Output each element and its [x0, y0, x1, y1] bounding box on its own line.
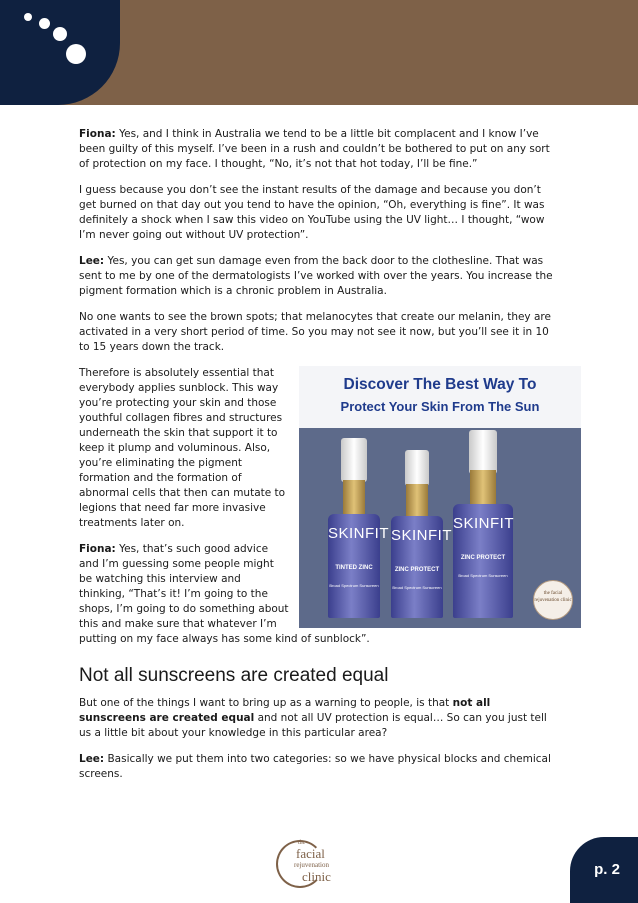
page-number: p. 2 — [570, 837, 638, 903]
pump-icon — [405, 450, 429, 486]
article-body — [79, 127, 572, 793]
footer-clinic-logo — [276, 834, 362, 884]
section-heading: Not all sunscreens are created equal — [79, 665, 389, 686]
paragraph — [79, 254, 559, 299]
paragraph-text: Yes, that’s such good advice and I’m guessing some people might be watching this interview and thinking, “That’s it! I’m going to the shops, I’m going to do something about this and make sure that whatever I’m putting on my face always has some kind of sunblock”. — [79, 543, 370, 645]
image-headline-1: Discover The Best Way To — [343, 376, 537, 393]
clinic-seal-logo: the facial rejuvenation clinic — [533, 580, 573, 620]
paragraph-text: Yes, and I think in Australia we tend to be a little bit complacent and I know I’ve been guilty of this myself. I’ve been in a rush and couldn’t be bothered to put on any sort of protection on my face. I thought, “No, it’s not that hot today, I’ll be fine.” — [79, 128, 550, 170]
paragraph-text: Basically we put them into two categories: so we have physical blocks and chemical screens. — [79, 753, 551, 780]
paragraph: No one wants to see the brown spots; that melanocytes that create our melanin, they are activated in a very short period of time. So you may not see it now, but you’ll see it in 10 to 15 years down the track. — [79, 311, 551, 353]
bottle-collar — [470, 470, 496, 506]
paragraph-text: Yes, you can get sun damage even from the back door to the clothesline. That was sent to me by one of the dermatologists I’ve worked with over the years. You increase the pigment formation which is a chronic problem in Australia. — [79, 255, 553, 297]
bottle-label — [391, 527, 453, 595]
logo-dot-icon — [66, 44, 86, 64]
bottle-brand: SKINFIT — [453, 515, 515, 532]
pump-icon — [469, 430, 497, 474]
speaker-name: Fiona: — [79, 543, 116, 555]
logo-word-rejuvenation: rejuvenation — [294, 861, 329, 869]
logo-word-clinic: clinic — [302, 869, 331, 884]
paragraph-text: and not all UV protection is equal… So can you just tell us a little bit about your knowledge in this particular area? — [79, 712, 547, 739]
speaker-name: Fiona: — [79, 128, 116, 140]
bottle-product-name: ZINC PROTECT — [460, 555, 506, 561]
pump-icon — [341, 438, 367, 482]
logo-word-the: the — [298, 840, 306, 846]
paragraph: I guess because you don’t see the instant results of the damage and because you don’t get burned on that day out you tend to have the opinion, “Oh, everything is fine”. It was definitely a shock when I saw this video on YouTube using the UV light… I thought, “wow I’m never going out without UV protection”. — [79, 184, 545, 241]
bottle-sublabel: Broad Spectrum Sunscreen — [458, 573, 508, 578]
logo-dot-icon — [24, 13, 32, 21]
bottle-sublabel: Broad Spectrum Sunscreen — [329, 583, 379, 588]
bottle-brand: SKINFIT — [391, 527, 453, 544]
paragraph — [79, 752, 559, 782]
paragraph — [79, 127, 559, 172]
image-headline-band — [299, 366, 581, 428]
bottle-collar — [406, 484, 428, 520]
bottle-product-name: ZINC PROTECT — [394, 567, 440, 573]
paragraph-text: But one of the things I want to bring up as a warning to people, is that — [79, 697, 453, 709]
sunscreen-product-image — [299, 366, 581, 628]
bottle-tinted-zinc — [328, 514, 390, 618]
logo-word-facial: facial — [296, 846, 325, 861]
bottle-collar — [343, 480, 365, 516]
paragraph — [79, 696, 559, 741]
bottle-label — [453, 516, 513, 583]
speaker-name: Lee: — [79, 753, 105, 765]
speaker-name: Lee: — [79, 255, 105, 267]
image-headline-2: Protect Your Skin From The Sun — [340, 399, 540, 414]
paragraph: Therefore is absolutely essential that everybody applies sunblock. This way you’re protecting your skin and those youthful collagen fibres and structures underneath the skin that support it to keep it plump and voluminous. Also, you’re eliminating the pigment formation and the formation of abnormal cells that then can mutate to legions that need far more invasive treatments later on. — [79, 367, 286, 529]
logo-dot-icon — [39, 18, 50, 29]
bottle-label — [328, 525, 390, 593]
bottle-product-name: TINTED ZINC — [335, 565, 373, 571]
emphasis-text: not all sunscreens are created equal — [79, 697, 491, 724]
bottle-brand: SKINFIT — [328, 525, 390, 542]
bottle-zinc-protect-small — [391, 516, 453, 618]
logo-dot-icon — [53, 27, 67, 41]
bottle-zinc-protect-large — [453, 504, 513, 618]
bottle-sublabel: Broad Spectrum Sunscreen — [392, 585, 442, 590]
